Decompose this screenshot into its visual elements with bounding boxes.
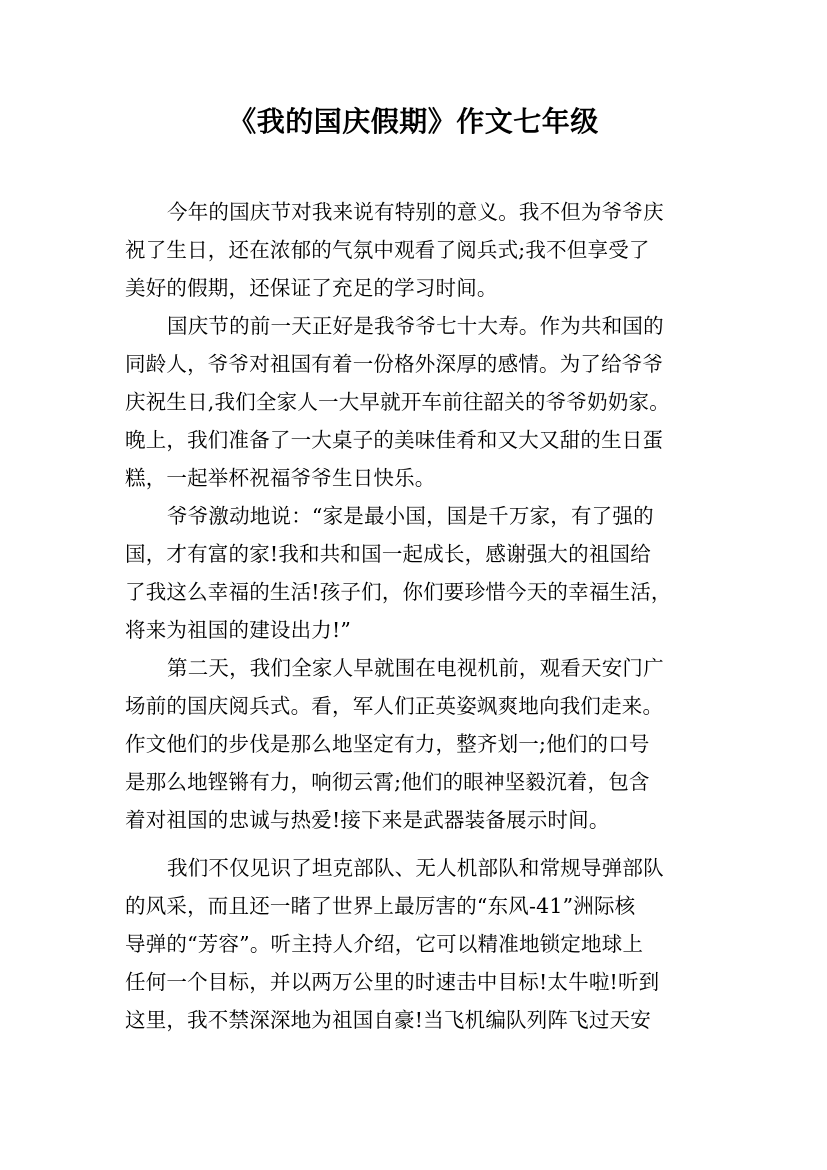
text-line: 国，才有富的家!我和共和国一起成长，感谢强大的祖国给 bbox=[125, 542, 651, 566]
text-line: 场前的国庆阅兵式。看，军人们正英姿飒爽地向我们走来。 bbox=[125, 694, 664, 718]
text-line: 同龄人，爷爷对祖国有着一份格外深厚的感情。为了给爷爷 bbox=[125, 352, 664, 376]
text-line: 了我这么幸福的生活!孩子们，你们要珍惜今天的幸福生活， bbox=[125, 580, 672, 604]
text-line: 将来为祖国的建设出力!” bbox=[125, 618, 352, 642]
text-line: 糕，一起举杯祝福爷爷生日快乐。 bbox=[125, 466, 436, 490]
text-line: 庆祝生日,我们全家人一大早就开车前往韶关的爷爷奶奶家。 bbox=[125, 390, 670, 414]
text-line: 着对祖国的忠诚与热爱!接下来是武器装备展示时间。 bbox=[125, 808, 610, 832]
text-line: 我们不仅见识了坦克部队、无人机部队和常规导弹部队 bbox=[167, 856, 664, 880]
text-line: 今年的国庆节对我来说有特别的意义。我不但为爷爷庆 bbox=[167, 200, 664, 224]
text-line: 导弹的“芳容”。听主持人介绍，它可以精准地锁定地球上 bbox=[125, 932, 644, 956]
text-line: 这里，我不禁深深地为祖国自豪!当飞机编队列阵飞过天安 bbox=[125, 1008, 651, 1032]
text-line: 的风采，而且还一睹了世界上最厉害的“东风-41”洲际核 bbox=[125, 894, 636, 918]
text-line: 晚上，我们准备了一大桌子的美味佳肴和又大又甜的生日蛋 bbox=[125, 428, 664, 452]
text-line: 祝了生日，还在浓郁的气氛中观看了阅兵式;我不但享受了 bbox=[125, 238, 650, 262]
document-title: 《我的国庆假期》作文七年级 bbox=[228, 105, 599, 138]
text-line: 是那么地铿锵有力，响彻云霄;他们的眼神坚毅沉着，包含 bbox=[125, 770, 650, 794]
text-line: 美好的假期，还保证了充足的学习时间。 bbox=[125, 276, 498, 300]
text-line: 爷爷激动地说：“家是最小国，国是千万家，有了强的 bbox=[167, 504, 654, 528]
text-line: 国庆节的前一天正好是我爷爷七十大寿。作为共和国的 bbox=[167, 314, 664, 338]
text-line: 第二天，我们全家人早就围在电视机前，观看天安门广 bbox=[167, 656, 664, 680]
text-line: 任何一个目标，并以两万公里的时速击中目标!太牛啦!听到 bbox=[125, 970, 660, 994]
text-line: 作文他们的步伐是那么地坚定有力，整齐划一;他们的口号 bbox=[125, 732, 650, 756]
